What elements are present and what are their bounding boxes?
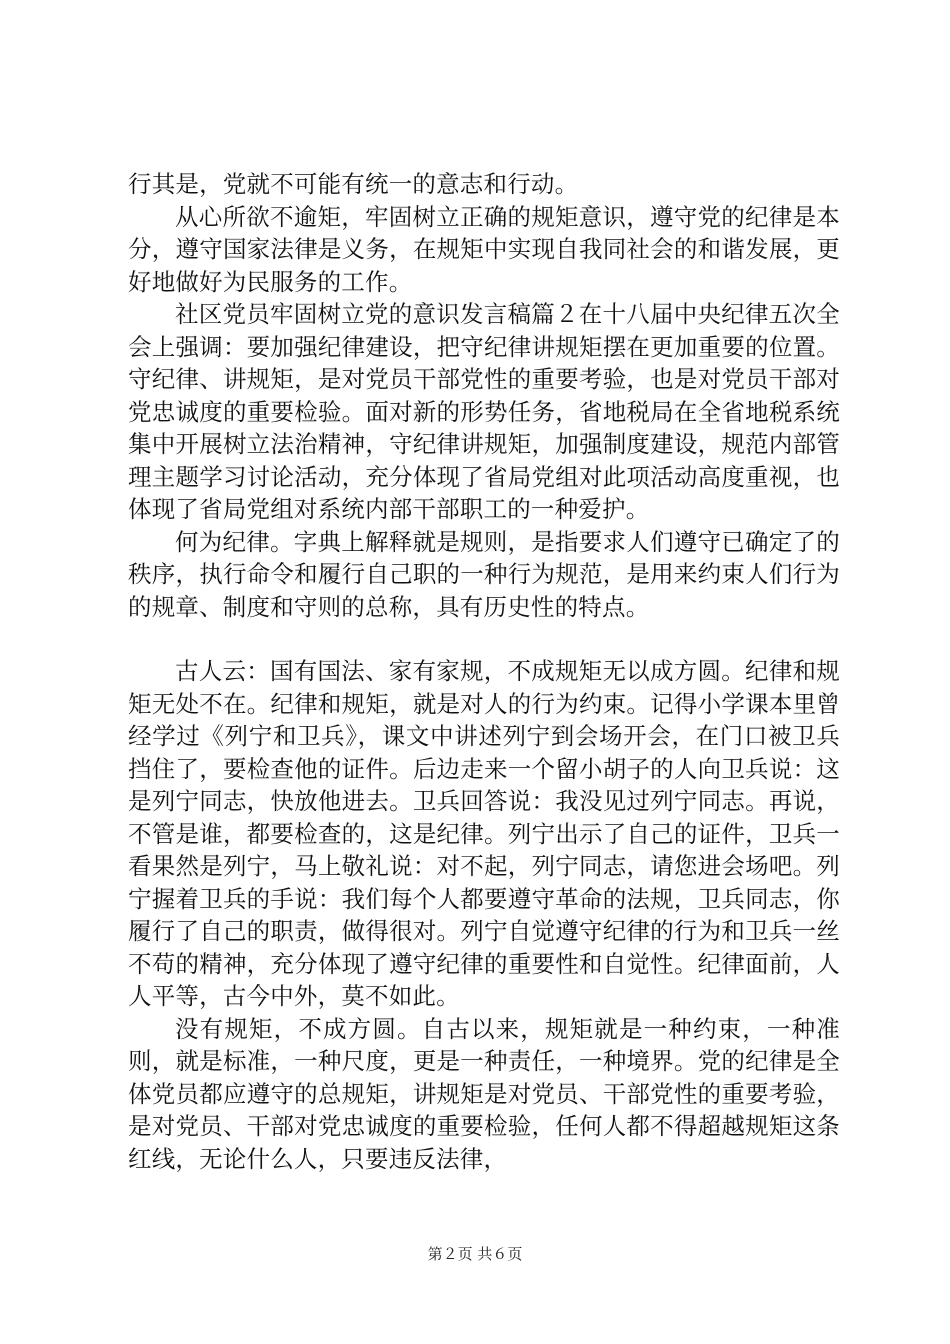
- page-number-footer: 第２页 共６页: [427, 1245, 523, 1263]
- paragraph: 社区党员牢固树立党的意识发言稿篇２在十八届中央纪律五次全会上强调：要加强纪律建设，把守纪律讲规矩摆在更加重要的位置。守纪律、讲规矩，是对党员干部党性的重要考验，也是对党员干部对党忠诚度的重要检验。面对新的形势任务，省地税局在全省地税系统集中开展树立法治精神，守纪律讲规矩，加强制度建设，规范内部管理主题学习讨论活动，充分体现了省局党组对此项活动高度重视，也体现了省局党组对系统内部干部职工的一种爱护。: [128, 300, 840, 523]
- paragraph: 何为纪律。字典上解释就是规则，是指要求人们遵守已确定了的秩序，执行命令和履行自己职的一种行为规范，是用来约束人们行为的规章、制度和守则的总称，具有历史性的特点。: [128, 527, 840, 621]
- document-body: [128, 168, 840, 1175]
- paragraph-continuation: 行其是，党就不可能有统一的意志和行动。: [128, 170, 579, 198]
- paragraph: 古人云：国有国法、家有家规，不成规矩无以成方圆。纪律和规矩无处不在。纪律和规矩，就是对人的行为约束。记得小学课本里曾经学过《列宁和卫兵》，课文中讲述列宁到会场开会，在门口被卫兵挡住了，要检查他的证件。后边走来一个留小胡子的人向卫兵说：这是列宁同志，快放他进去。卫兵回答说：我没见过列宁同志。再说，不管是谁，都要检查的，这是纪律。列宁出示了自己的证件，卫兵一看果然是列宁，马上敬礼说：对不起，列宁同志，请您进会场吧。列宁握着卫兵的手说：我们每个人都要遵守革命的法规，卫兵同志，你履行了自己的职责，做得很对。列宁自觉遵守纪律的行为和卫兵一丝不苟的精神，充分体现了遵守纪律的重要性和自觉性。纪律面前，人人平等，古今中外，莫不如此。: [128, 657, 840, 1010]
- paragraph: 从心所欲不逾矩，牢固树立正确的规矩意识，遵守党的纪律是本分，遵守国家法律是义务，在规矩中实现自我同社会的和谐发展，更好地做好为民服务的工作。: [128, 202, 840, 296]
- paragraph: 没有规矩，不成方圆。自古以来，规矩就是一种约束，一种准则，就是标准，一种尺度，更是一种责任，一种境界。党的纪律是全体党员都应遵守的总规矩，讲规矩是对党员、干部党性的重要考验，是对党员、干部对党忠诚度的重要检验，任何人都不得超越规矩这条红线，无论什么人，只要违反法律，: [128, 1014, 840, 1173]
